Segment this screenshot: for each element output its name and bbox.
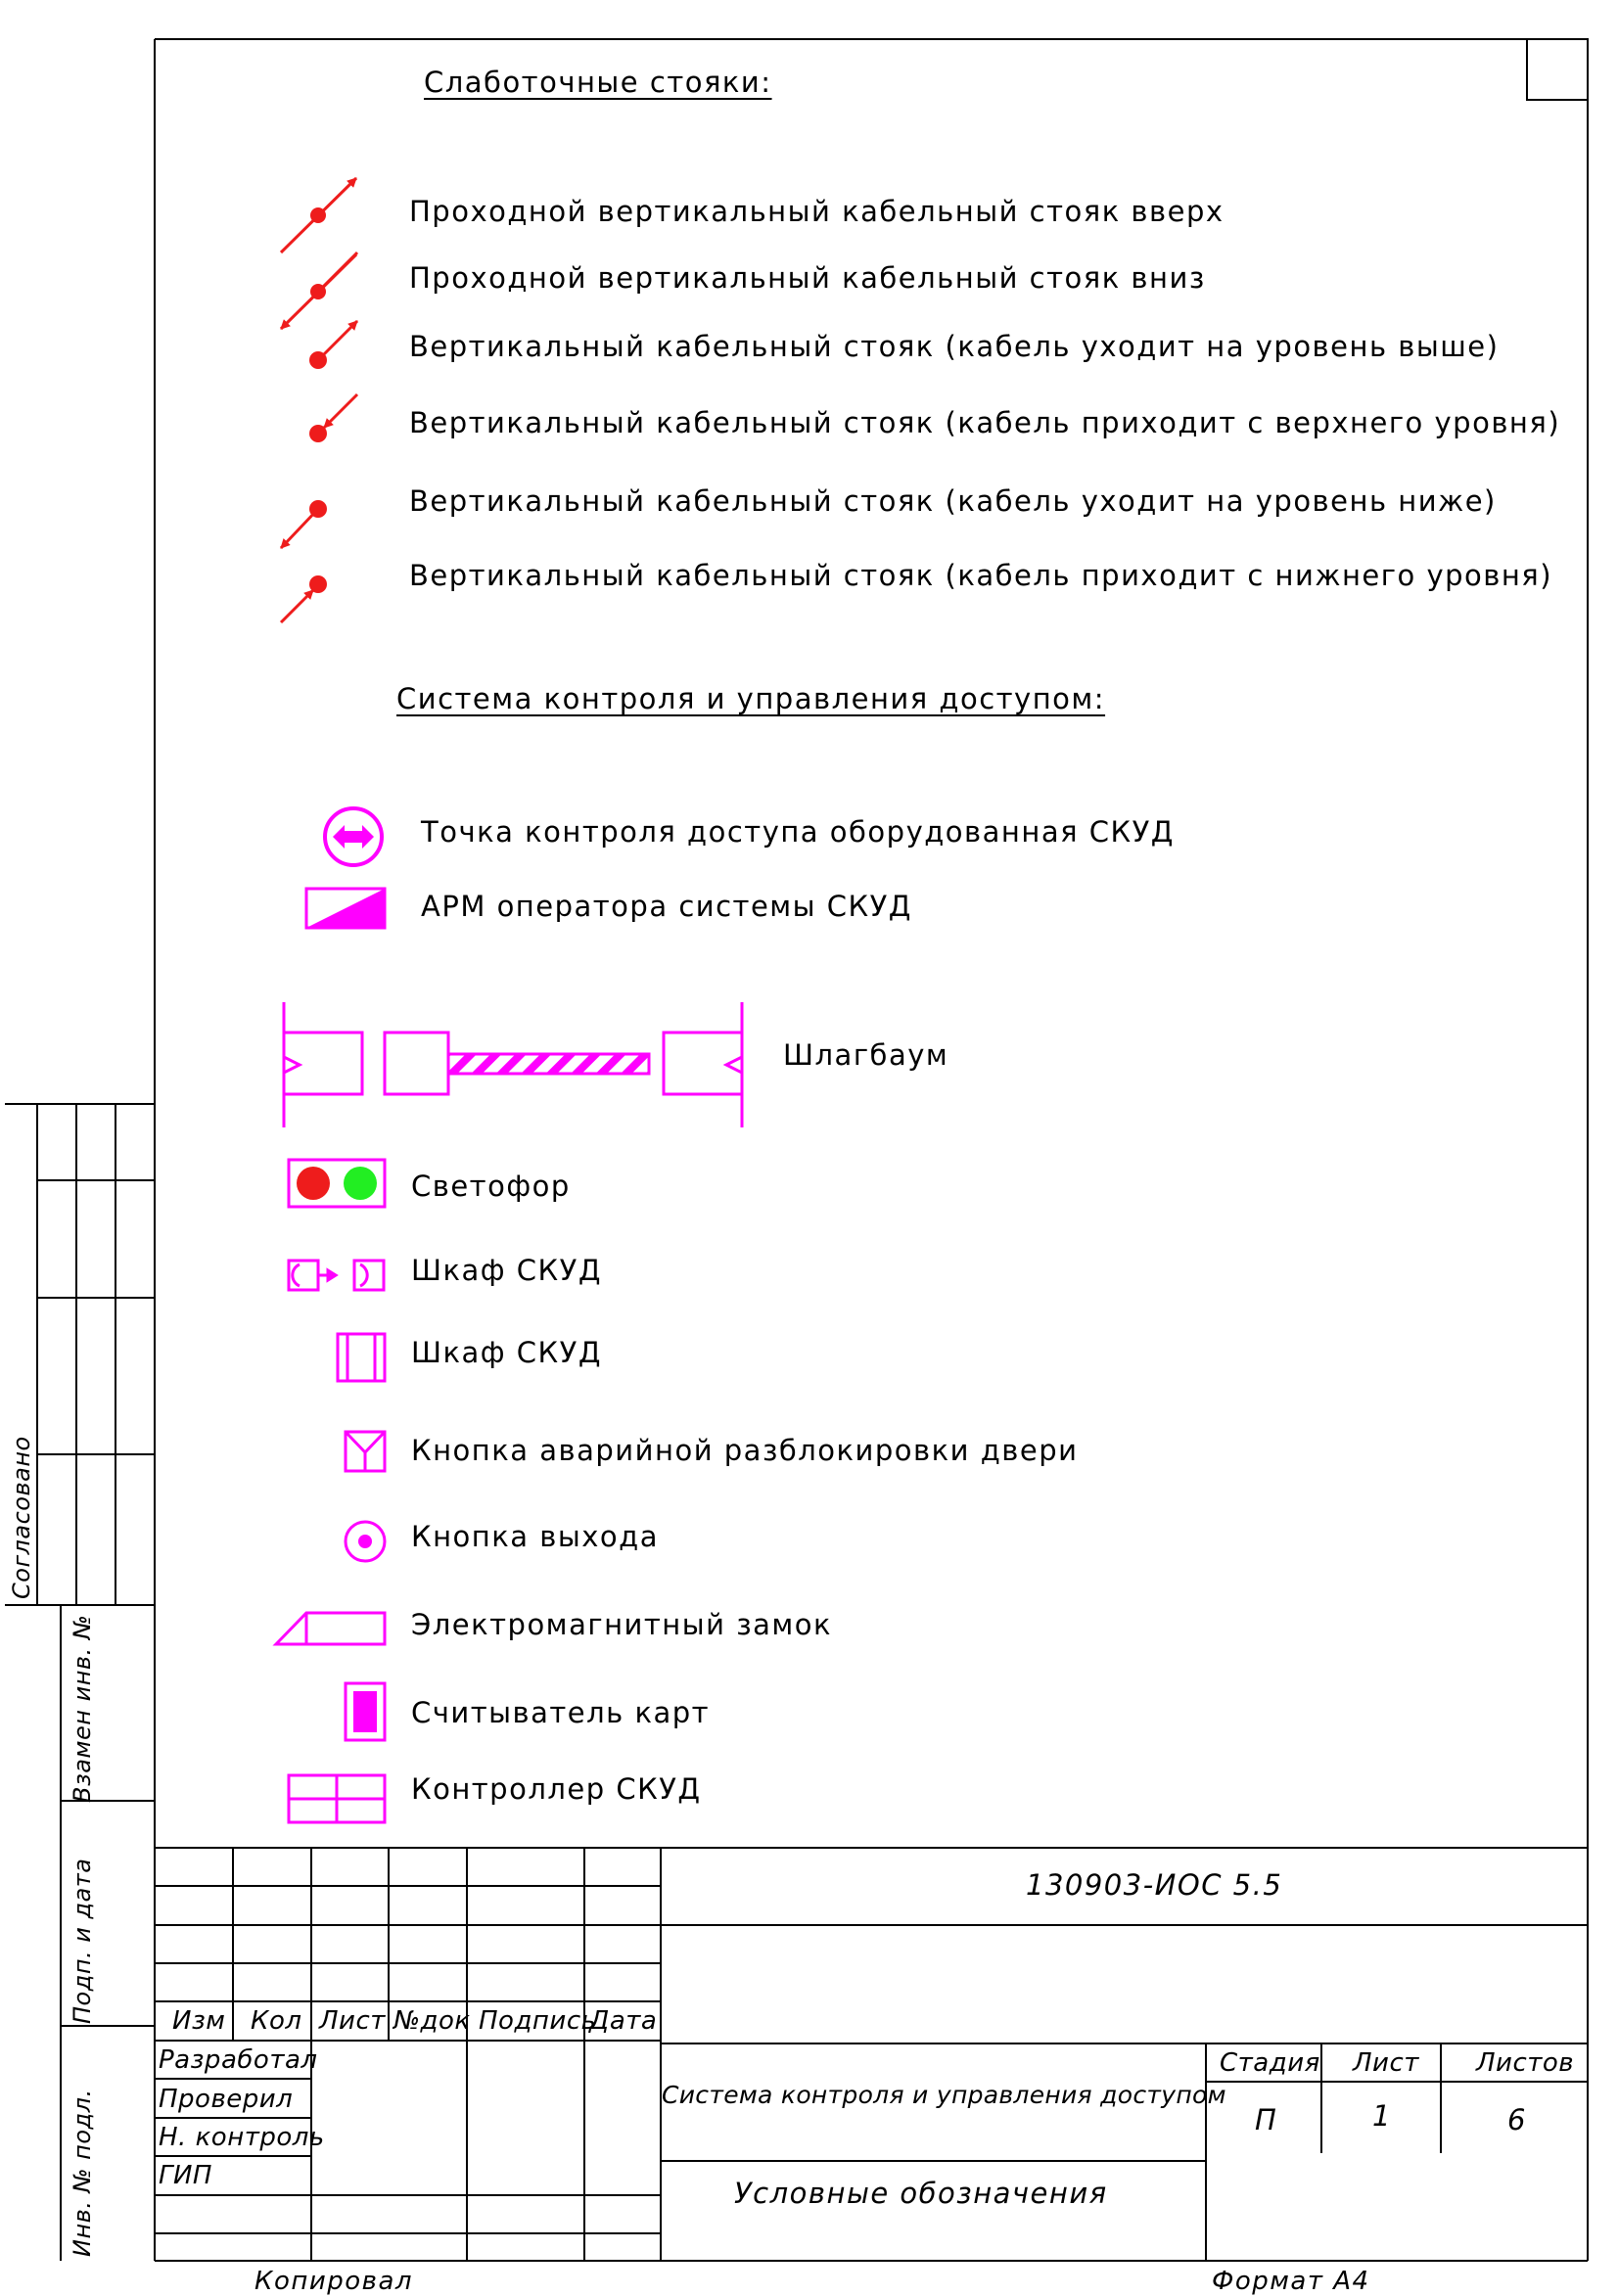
- controller-skud-icon: [289, 1775, 385, 1822]
- riser-through-down-icon: [281, 253, 357, 329]
- col-kol: Кол: [251, 2006, 302, 2036]
- stage-value: П: [1255, 2103, 1278, 2136]
- riser-up-level-label: Вертикальный кабельный стояк (кабель уходит на уровень выше): [409, 330, 1500, 363]
- sheets-label: Листов: [1476, 2048, 1575, 2078]
- electromagnetic-lock-label: Электромагнитный замок: [411, 1608, 833, 1641]
- operator-workstation-label: АРМ оператора системы СКУД: [421, 890, 912, 923]
- riser-from-upper-label: Вертикальный кабельный стояк (кабель приходит с верхнего уровня): [409, 406, 1561, 439]
- doc-code: 130903-ИОС 5.5: [1026, 1868, 1283, 1902]
- inv-podl-label: Инв. № подл.: [69, 2089, 96, 2257]
- exit-button-icon: [346, 1522, 385, 1561]
- riser-from-lower-label: Вертикальный кабельный стояк (кабель приходит с нижнего уровня): [409, 559, 1553, 592]
- riser-through-up-icon: [281, 178, 356, 253]
- sheet-title: Условные обозначения: [734, 2177, 1108, 2210]
- system-name: Система контроля и управления доступом: [662, 2081, 1226, 2109]
- riser-down-level-icon: [281, 500, 327, 548]
- card-reader-icon: [346, 1683, 385, 1740]
- podp-data-label: Подп. и дата: [69, 1858, 96, 2024]
- electromagnetic-lock-icon: [276, 1613, 385, 1644]
- col-data: Дата: [589, 2006, 658, 2036]
- card-reader-label: Считыватель карт: [411, 1696, 711, 1729]
- access-point-label: Точка контроля доступа оборудованная СКУД: [421, 815, 1175, 849]
- frame: [155, 39, 1588, 2261]
- emergency-unlock-button-label: Кнопка аварийной разблокировки двери: [411, 1434, 1079, 1467]
- format-label: Формат А4: [1212, 2267, 1370, 2296]
- traffic-light-label: Светофор: [411, 1170, 571, 1203]
- emergency-unlock-button-icon: [346, 1432, 385, 1471]
- role-n-kontrol: Н. контроль: [159, 2123, 325, 2152]
- barrier-label: Шлагбаум: [783, 1038, 949, 1072]
- col-izm: Изм: [172, 2006, 226, 2036]
- barrier-icon: [284, 1002, 742, 1127]
- traffic-light-icon: [289, 1160, 385, 1207]
- copied-label: Копировал: [254, 2267, 414, 2296]
- riser-from-lower-icon: [281, 575, 327, 622]
- cabinet-skud-icon: [289, 1261, 384, 1290]
- stage-label: Стадия: [1220, 2048, 1320, 2078]
- col-ndok: №док: [393, 2006, 471, 2036]
- riser-through-down-label: Проходной вертикальный кабельный стояк вниз: [409, 261, 1206, 295]
- operator-workstation-icon: [306, 889, 385, 928]
- soglasovano-label: Согласовано: [8, 1436, 35, 1599]
- role-proveril: Проверил: [159, 2085, 294, 2114]
- role-razrabotal: Разработал: [159, 2045, 318, 2075]
- cabinet-skud-2-label: Шкаф СКУД: [411, 1336, 602, 1369]
- riser-down-level-label: Вертикальный кабельный стояк (кабель уходит на уровень ниже): [409, 484, 1497, 518]
- controller-skud-label: Контроллер СКУД: [411, 1772, 702, 1806]
- cabinet-skud-label: Шкаф СКУД: [411, 1254, 602, 1287]
- col-list: Лист: [319, 2006, 386, 2036]
- riser-section-title: Слаботочные стояки:: [424, 66, 772, 99]
- col-podpis: Подпись: [479, 2006, 597, 2036]
- sheet-label: Лист: [1353, 2048, 1419, 2078]
- sheets-value: 6: [1507, 2103, 1527, 2136]
- riser-from-upper-icon: [309, 394, 357, 442]
- riser-up-level-icon: [309, 321, 357, 369]
- cabinet-skud-2-icon: [338, 1334, 385, 1381]
- riser-through-up-label: Проходной вертикальный кабельный стояк вверх: [409, 195, 1225, 228]
- vzamen-inv-label: Взамен инв. №: [69, 1614, 96, 1803]
- sheet-value: 1: [1372, 2099, 1392, 2133]
- access-section-title: Система контроля и управления доступом:: [396, 682, 1106, 715]
- role-gip: ГИП: [159, 2161, 212, 2190]
- exit-button-label: Кнопка выхода: [411, 1520, 659, 1553]
- access-point-icon: [325, 808, 382, 865]
